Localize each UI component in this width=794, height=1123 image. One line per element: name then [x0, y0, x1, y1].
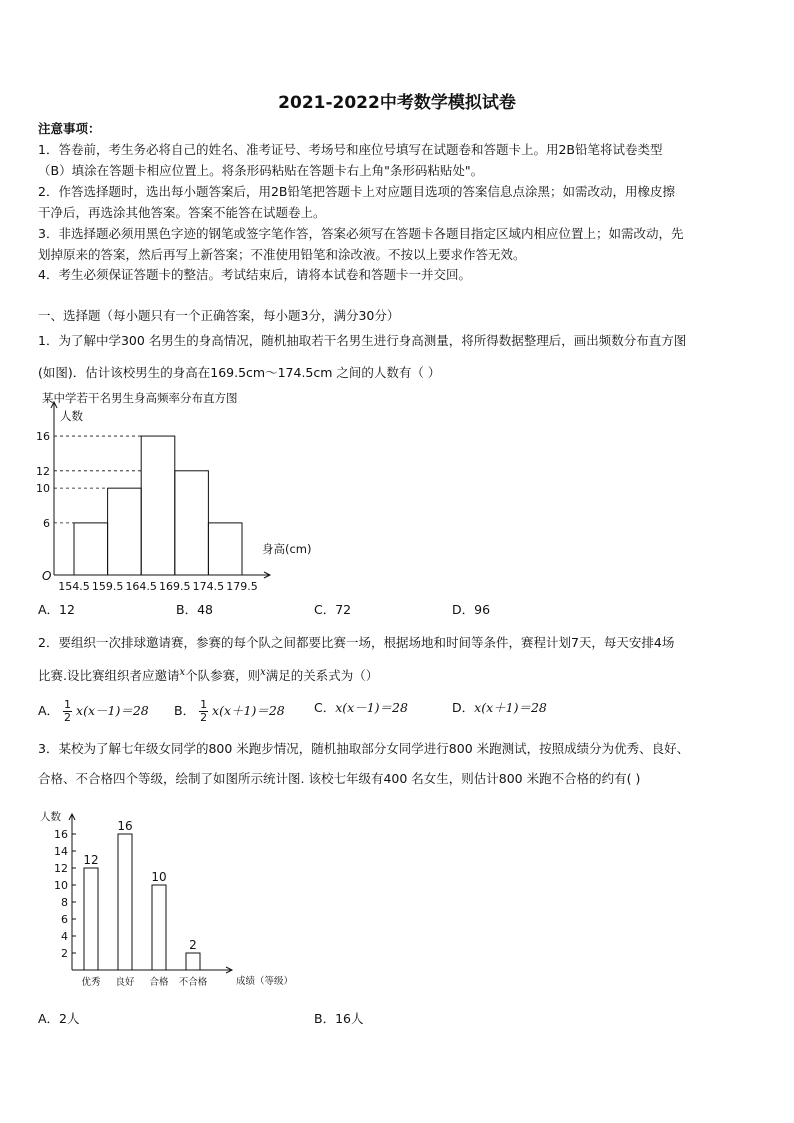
grade-bar: [186, 953, 200, 970]
q1-option-a: A．12: [38, 602, 75, 617]
notice-heading: 注意事项：: [38, 121, 101, 136]
grade-bar-chart: [36, 806, 306, 996]
data-label: 10: [151, 870, 167, 884]
y-tick-label: 10: [36, 482, 50, 496]
variable-x: x: [179, 667, 186, 678]
category-label: 良好: [115, 977, 135, 988]
category-label: 优秀: [81, 977, 101, 988]
chart-reference-lines: [54, 436, 141, 523]
q2-option-c: C．x(x－1)＝28: [314, 700, 408, 715]
y-tick-label: 12: [54, 862, 68, 875]
y-axis-label: 人数: [40, 811, 61, 823]
y-tick-label: 16: [36, 430, 50, 444]
origin-label: O: [42, 569, 52, 583]
y-axis-label: 人数: [60, 409, 83, 423]
fraction-one-half: $\frac{1}{2}$: [64, 698, 72, 724]
question-1-line-2: (如图)．估计该校男生的身高在169.5cm～174.5cm 之间的人数有（ ）: [38, 365, 441, 380]
y-tick-label: 16: [54, 828, 68, 841]
chart-labels: [40, 810, 293, 988]
grade-bar: [118, 834, 132, 970]
grade-bar: [152, 885, 166, 970]
data-label: 12: [83, 853, 99, 867]
page-title: 2021-2022中考数学模拟试卷: [278, 93, 516, 113]
q2-option-a: A． $\frac{1}{2}$ x(x－1)＝28: [38, 698, 149, 724]
section-heading: 一、选择题（每小题只有一个正确答案，每小题3分，满分30分）: [38, 308, 400, 323]
q3-option-b: B．16人: [314, 1011, 364, 1026]
notice-line: 划掉原来的答案，然后再写上新答案；不准使用铅笔和涂改液。不按以上要求作答无效。: [38, 247, 526, 262]
y-tick-label: 12: [36, 464, 50, 478]
q2-option-b: B． $\frac{1}{2}$ x(x＋1)＝28: [174, 698, 285, 724]
x-axis-label: 身高(cm): [262, 542, 312, 556]
data-label: 2: [189, 938, 197, 952]
question-2-line-1: 2．要组织一次排球邀请赛，参赛的每个队之间都要比赛一场，根据场地和时间等条件，赛程计划7天，每天安排4场: [38, 635, 675, 650]
question-2-line-2: 比赛.设比赛组织者应邀请$^x$个队参赛，则$^x$满足的关系式为（）: [38, 667, 379, 684]
variable-x: x: [260, 667, 266, 678]
chart-labels: [36, 409, 312, 593]
y-tick-label: 6: [61, 913, 68, 926]
notice-line: 干净后，再选涂其他答案。答案不能答在试题卷上。: [38, 205, 326, 220]
q3-option-a: A．2人: [38, 1011, 80, 1026]
category-label: 合格: [149, 977, 169, 988]
q1-option-c: C．72: [314, 602, 352, 617]
x-tick-label: 174.5: [192, 580, 225, 593]
x-tick-label: 179.5: [226, 580, 258, 593]
q2-option-d: D．x(x＋1)＝28: [452, 700, 547, 715]
notice-line: 3．非选择题必须用黑色字迹的钢笔或签字笔作答，答案必须写在答题卡各题目指定区域内相应位置上；如需改动，先: [38, 226, 684, 241]
height-histogram: [36, 388, 336, 596]
chart-axes: [51, 402, 270, 578]
chart-bars: [84, 834, 200, 970]
histogram-bar: [141, 436, 175, 575]
x-axis-label: 成绩（等级）: [236, 976, 294, 987]
chart-title: 某中学若干名男生身高频率分布直方图: [42, 391, 238, 405]
y-tick-label: 14: [54, 845, 68, 858]
y-tick-label: 8: [61, 896, 68, 909]
y-tick-label: 6: [43, 516, 50, 530]
y-tick-label: 4: [61, 930, 68, 943]
category-label: 不合格: [178, 977, 208, 988]
notice-line: 2．作答选择题时，选出每小题答案后，用2B铅笔把答题卡上对应题目选项的答案信息点涂黑；如需改动，用橡皮擦: [38, 184, 675, 199]
question-3-line-1: 3．某校为了解七年级女同学的800 米跑步情况，随机抽取部分女同学进行800 米跑测试，按照成绩分为优秀、良好、: [38, 741, 690, 756]
x-tick-label: 159.5: [91, 580, 124, 593]
question-1-line-1: 1．为了解中学300 名男生的身高情况，随机抽取若干名男生进行身高测量，将所得数据整理后，画出频数分布直方图: [38, 333, 687, 348]
chart-bars: [74, 436, 242, 575]
notice-line: 1．答卷前，考生务必将自己的姓名、准考证号、考场号和座位号填写在试题卷和答题卡上。用2B铅笔将试卷类型: [38, 142, 663, 157]
q1-option-d: D．96: [452, 602, 491, 617]
histogram-bar: [108, 488, 142, 575]
notice-line: （B）填涂在答题卡相应位置上。将条形码粘贴在答题卡右上角"条形码粘贴处"。: [38, 163, 484, 178]
fraction-one-half: $\frac{1}{2}$: [200, 698, 208, 724]
x-tick-label: 169.5: [159, 580, 191, 593]
data-label: 16: [117, 819, 133, 833]
y-tick-label: 2: [61, 947, 68, 960]
grade-bar: [84, 868, 98, 970]
x-tick-label: 154.5: [58, 580, 90, 593]
notice-line: 4．考生必须保证答题卡的整洁。考试结束后，请将本试卷和答题卡一并交回。: [38, 267, 471, 282]
x-tick-label: 164.5: [125, 580, 157, 593]
y-tick-label: 10: [54, 879, 68, 892]
q1-option-b: B．48: [176, 602, 213, 617]
histogram-bar: [74, 523, 108, 575]
histogram-bar: [175, 471, 209, 575]
histogram-bar: [208, 523, 242, 575]
question-3-line-2: 合格、不合格四个等级，绘制了如图所示统计图. 该校七年级有400 名女生，则估计800 米跑不合格的约有( ): [38, 771, 641, 786]
